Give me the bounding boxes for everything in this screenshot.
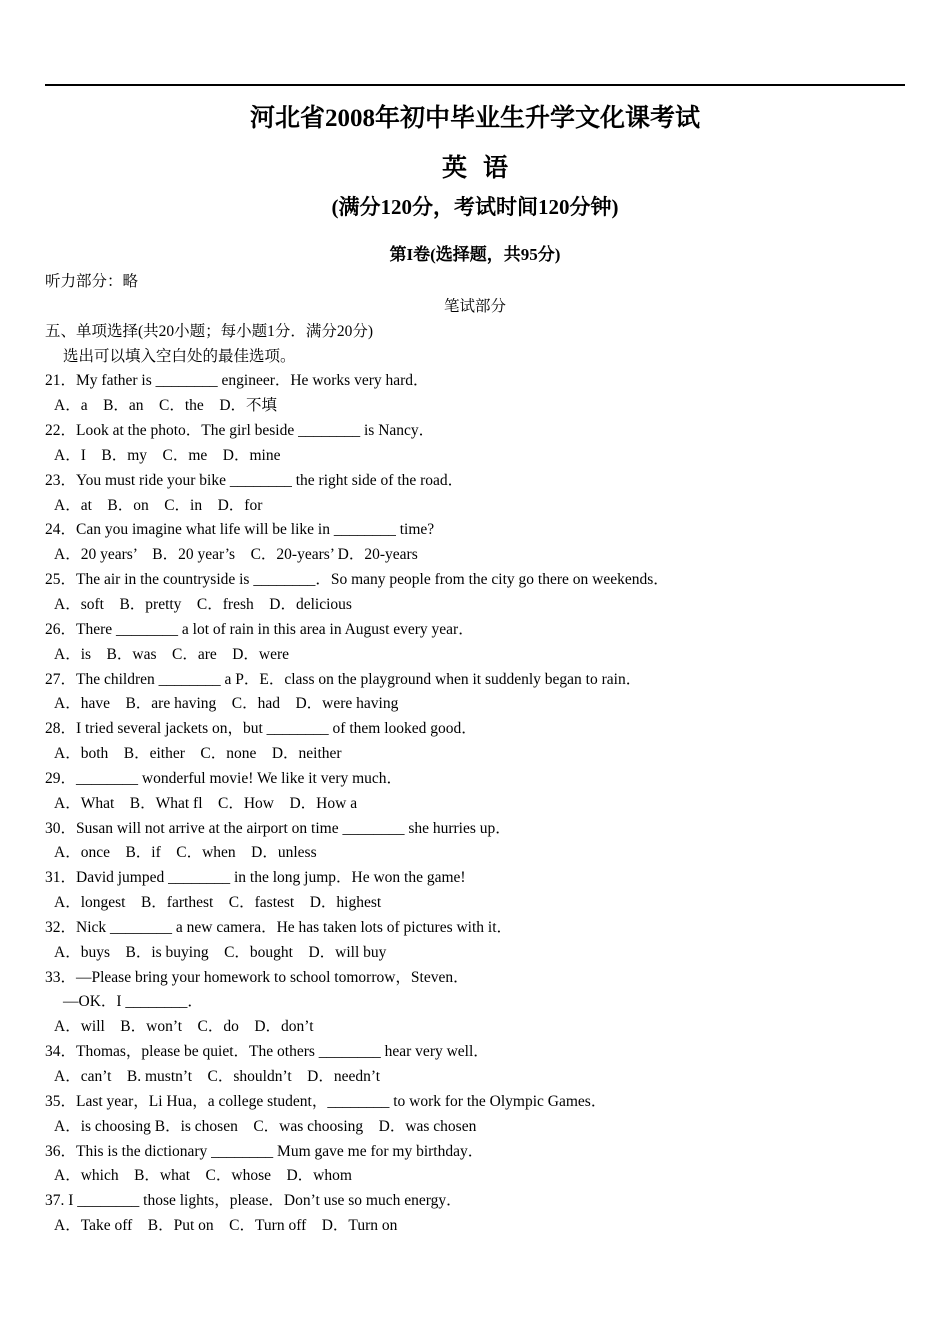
question-25: 25．The air in the countryside is ________．So many people from the city go there on weekends． [45,571,669,589]
section-title: 五、单项选择(共20小题；每小题1分．满分20分) [45,322,374,340]
question-28: 28．I tried several jackets on，but ________ of them looked good． [45,720,477,738]
question-35-options: A．is choosing B．is chosen C．was choosing D．was chosen [54,1117,477,1135]
question-36: 36．This is the dictionary ________ Mum gave me for my birthday． [45,1142,484,1160]
question-21-options: A．a B．an C．the D．不填 [54,397,278,415]
question-36-options: A．which B．what C．whose D．whom [54,1167,352,1185]
question-22-options: A．I B．my C．me D．mine [54,446,281,464]
exam-content [45,270,925,1239]
question-23-options: A．at B．on C．in D．for [54,496,263,514]
section-instruction: 选出可以填入空白处的最佳选项。 [63,347,296,365]
written-heading: 笔试部分 [443,297,506,315]
question-25-options: A．soft B．pretty C．fresh D．delicious [54,595,352,613]
question-34-options: A．can’t B. mustn’t C．shouldn’t D．needn’t [54,1068,381,1085]
top-rule [45,84,905,86]
question-37: 37. I ________ those lights，please．Don’t use so much energy． [45,1192,462,1210]
question-22: 22．Look at the photo．The girl beside ________ is Nancy． [45,422,435,440]
question-35: 35．Last year，Li Hua，a college student，________ to work for the Olympic Games． [45,1092,607,1110]
question-31-options: A．longest B．farthest C．fastest D．highest [54,894,382,912]
score-note: (满分120分，考试时间120分钟) [331,195,619,219]
question-28-options: A．both B．either C．none D．neither [54,745,342,763]
question-27-options: A．have B．are having C．had D．were having [54,695,399,713]
question-32-options: A．buys B．is buying C．bought D．will buy [54,943,387,961]
question-33-reply: —OK．I ________． [63,993,203,1011]
question-31: 31．David jumped ________ in the long jump．He won the game! [45,869,466,887]
question-34: 34．Thomas，please be quiet．The others ________ hear very well． [45,1043,489,1061]
question-33: 33．—Please bring your homework to school tomorrow，Steven． [45,968,469,986]
question-37-options: A．Take off B．Put on C．Turn off D．Turn on [54,1217,398,1235]
part1-heading: 第I卷(选择题，共95分) [389,245,561,264]
question-26: 26．There ________ a lot of rain in this area in August every year． [45,620,474,638]
question-30-options: A．once B．if C．when D．unless [54,844,317,862]
question-29: 29．________ wonderful movie! We like it very much． [45,769,403,787]
question-24: 24．Can you imagine what life will be like in ________ time? [45,521,435,539]
question-27: 27．The children ________ a P．E．class on the playground when it suddenly began to rain． [45,670,642,688]
question-26-options: A．is B．was C．are D．were [54,645,290,663]
question-29-options: A．What B．What fl C．How D．How a [54,794,358,812]
subject-title: 英语 [441,155,524,182]
exam-title: 河北省2008年初中毕业生升学文化课考试 [249,105,700,132]
question-32: 32．Nick ________ a new camera．He has taken lots of pictures with it． [45,918,513,936]
question-24-options: A．20 years’ B．20 year’s C．20-years’ D．20-years [54,546,418,564]
listening-note: 听力部分：略 [45,273,139,290]
question-30: 30．Susan will not arrive at the airport on time ________ she hurries up． [45,819,511,837]
question-23: 23．You must ride your bike ________ the right side of the road． [45,471,464,489]
question-21: 21．My father is ________ engineer．He works very hard． [45,372,429,390]
question-33-options: A．will B．won’t C．do D．don’t [54,1018,314,1036]
